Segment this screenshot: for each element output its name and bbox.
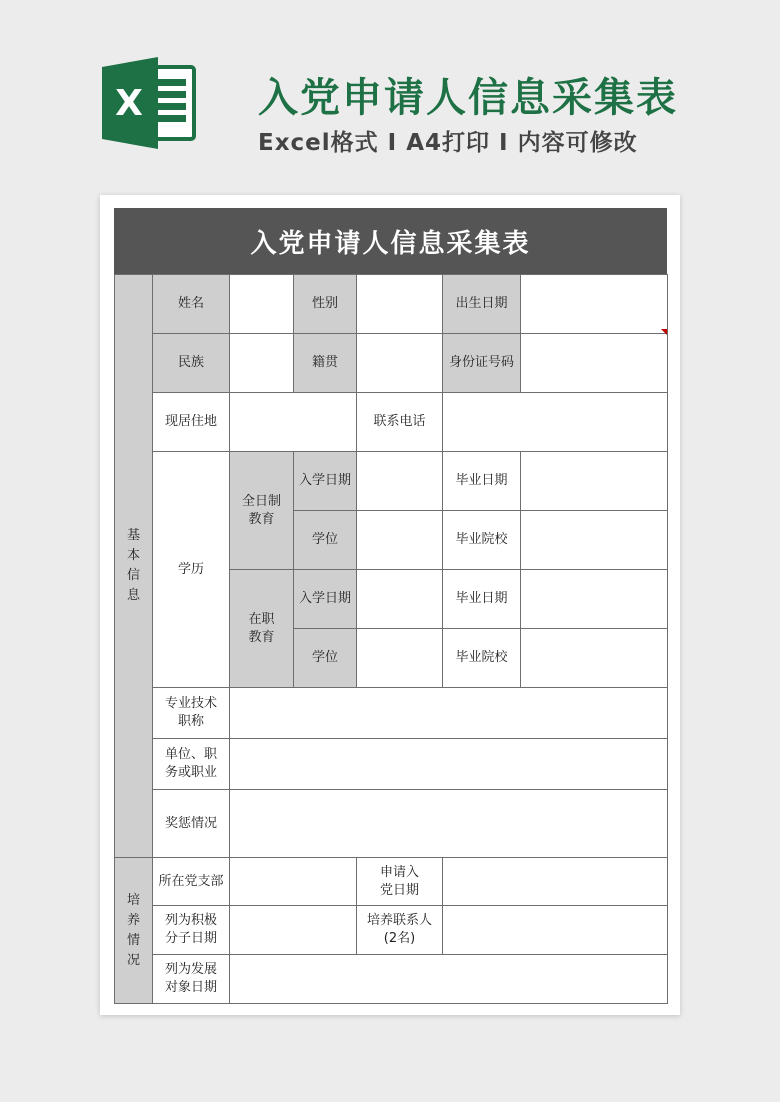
value-gender[interactable]	[357, 275, 443, 334]
label-activist-date: 列为积极分子日期	[153, 906, 230, 955]
label-grad-date-2: 毕业日期	[443, 570, 521, 629]
page-title: 入党申请人信息采集表	[258, 75, 678, 121]
label-apply-date: 申请入党日期	[357, 858, 443, 906]
label-contacts: 培养联系人(2名)	[357, 906, 443, 955]
label-native-place: 籍贯	[294, 334, 357, 393]
value-develop-date[interactable]	[230, 955, 668, 1004]
svg-text:X: X	[115, 83, 143, 124]
section-basic-info: 基本信息	[115, 275, 153, 858]
label-address: 现居住地	[153, 393, 230, 452]
label-degree-2: 学位	[294, 629, 357, 688]
form-table-wrap	[114, 208, 667, 1004]
value-degree-2[interactable]	[357, 629, 443, 688]
label-ethnicity: 民族	[153, 334, 230, 393]
label-fulltime-edu: 全日制教育	[230, 452, 294, 570]
label-name: 姓名	[153, 275, 230, 334]
label-degree: 学位	[294, 511, 357, 570]
value-grad-date-2[interactable]	[521, 570, 668, 629]
label-education: 学历	[153, 452, 230, 688]
label-gender: 性别	[294, 275, 357, 334]
value-enroll-date-2[interactable]	[357, 570, 443, 629]
label-work-unit: 单位、职务或职业	[153, 739, 230, 790]
value-name[interactable]	[230, 275, 294, 334]
value-contacts[interactable]	[443, 906, 668, 955]
value-ethnicity[interactable]	[230, 334, 294, 393]
value-rewards[interactable]	[230, 790, 668, 858]
label-id-number: 身份证号码	[443, 334, 521, 393]
value-phone[interactable]	[443, 393, 668, 452]
label-prof-title: 专业技术职称	[153, 688, 230, 739]
value-prof-title[interactable]	[230, 688, 668, 739]
value-id-number[interactable]	[521, 334, 668, 393]
value-activist-date[interactable]	[230, 906, 357, 955]
page-subtitle: Excel格式 I A4打印 I 内容可修改	[258, 130, 638, 156]
value-party-branch[interactable]	[230, 858, 357, 906]
label-party-branch: 所在党支部	[153, 858, 230, 906]
label-birth-date: 出生日期	[443, 275, 521, 334]
label-parttime-edu: 在职教育	[230, 570, 294, 688]
value-degree[interactable]	[357, 511, 443, 570]
label-enroll-date-2: 入学日期	[294, 570, 357, 629]
value-grad-school[interactable]	[521, 511, 668, 570]
value-grad-school-2[interactable]	[521, 629, 668, 688]
label-grad-school: 毕业院校	[443, 511, 521, 570]
value-address[interactable]	[230, 393, 357, 452]
label-rewards: 奖惩情况	[153, 790, 230, 858]
value-grad-date[interactable]	[521, 452, 668, 511]
label-grad-date: 毕业日期	[443, 452, 521, 511]
label-enroll-date: 入学日期	[294, 452, 357, 511]
value-apply-date[interactable]	[443, 858, 668, 906]
value-birth-date[interactable]	[521, 275, 668, 334]
value-native-place[interactable]	[357, 334, 443, 393]
label-grad-school-2: 毕业院校	[443, 629, 521, 688]
comment-indicator	[661, 329, 667, 335]
value-enroll-date[interactable]	[357, 452, 443, 511]
excel-icon	[100, 57, 198, 149]
section-training: 培养情况	[115, 858, 153, 1004]
label-phone: 联系电话	[357, 393, 443, 452]
form-title: 入党申请人信息采集表	[114, 208, 667, 274]
form-table	[114, 274, 668, 1004]
label-develop-date: 列为发展对象日期	[153, 955, 230, 1004]
value-work-unit[interactable]	[230, 739, 668, 790]
